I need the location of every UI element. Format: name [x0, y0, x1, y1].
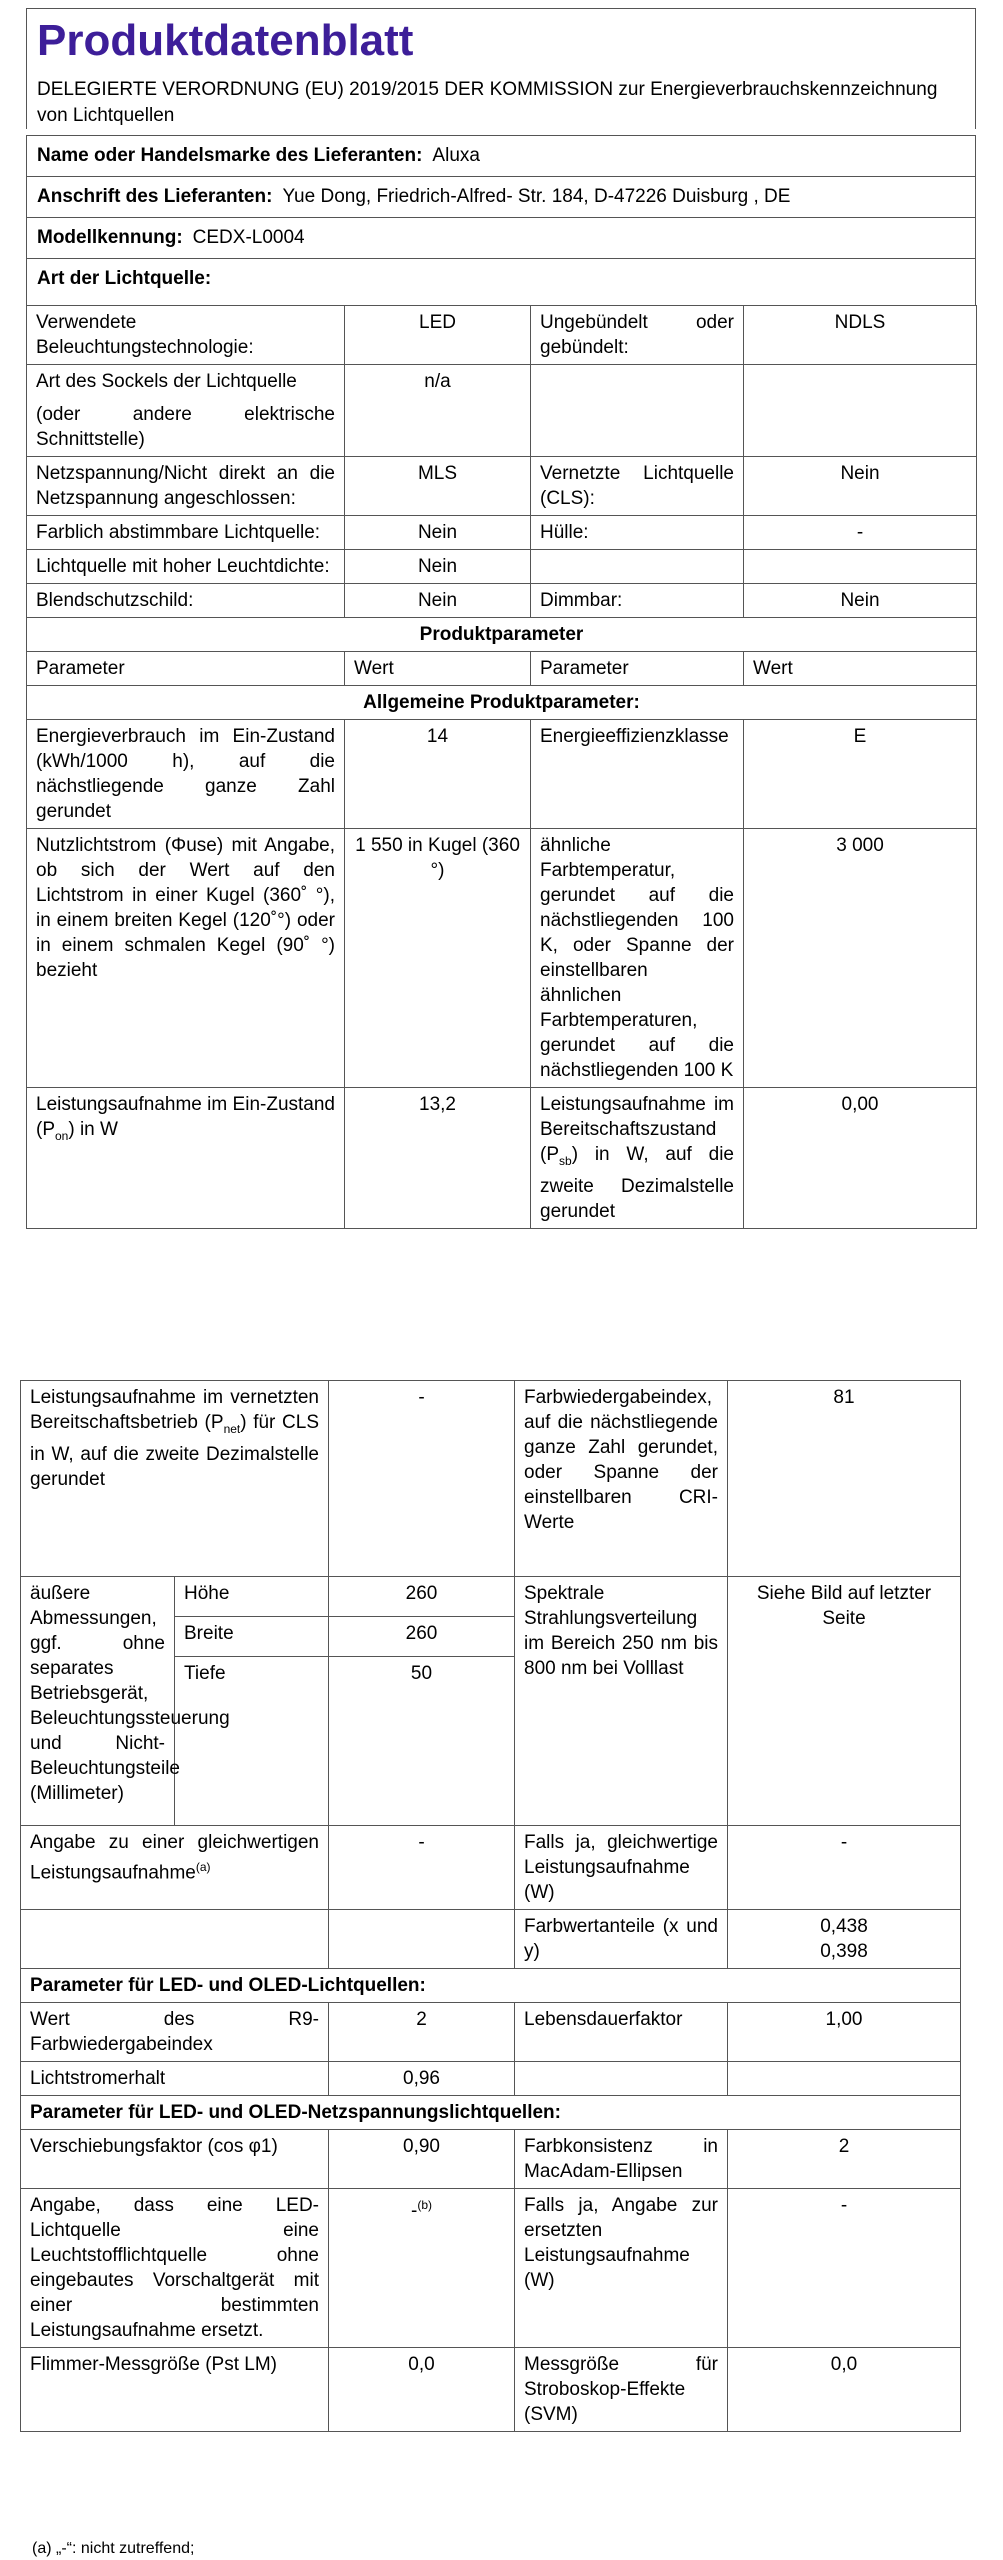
cell-value: 0,0	[329, 2348, 515, 2432]
cell-label: Farbkonsistenz in MacAdam-Ellipsen	[515, 2130, 728, 2189]
equiv-footnote-mark: (a)	[195, 1860, 211, 1874]
column-header: Wert	[345, 652, 531, 686]
cell-value: 0,00	[744, 1088, 977, 1229]
table-row	[27, 306, 977, 365]
page-title: Produktdatenblatt	[37, 16, 414, 65]
column-header-row	[27, 652, 977, 686]
cell-label	[531, 1088, 744, 1229]
table-row	[27, 1088, 977, 1229]
table-row	[27, 550, 977, 584]
cell-label: Hülle:	[531, 516, 744, 550]
cell-label: Angabe, dass eine LED-Lichtquelle eine Leuchtstofflichtquelle ohne eingebautes Vorschaltgerät mit einer bestimmten Leistungsaufnahme ersetzt.	[21, 2189, 329, 2348]
table-row	[21, 1910, 961, 1969]
section-header-row	[27, 686, 977, 720]
mains-parameters-heading: Parameter für LED- und OLED-Netzspannungslichtquellen:	[21, 2096, 961, 2130]
cell-value: 3 000	[744, 829, 977, 1088]
cell-value: -	[329, 1381, 515, 1577]
cell-label: Verwendete Beleuchtungstechnologie:	[27, 306, 345, 365]
cell-empty	[728, 2062, 961, 2096]
cell-label: Lebensdauerfaktor	[515, 2003, 728, 2062]
cell-label: Flimmer-Messgröße (Pst LM)	[21, 2348, 329, 2432]
cell-empty	[515, 2062, 728, 2096]
spd-label: Spektrale Strahlungsverteilung im Bereich 250 nm bis 800 nm bei Volllast	[515, 1577, 728, 1826]
cell-empty	[531, 550, 744, 584]
cell-value: MLS	[345, 457, 531, 516]
led-parameters-heading: Parameter für LED- und OLED-Lichtquellen:	[21, 1969, 961, 2003]
model-label: Modellkennung:	[37, 227, 183, 248]
model-value: CEDX-L0004	[192, 227, 305, 248]
supplier-row	[26, 135, 976, 176]
psb-subscript: sb	[559, 1153, 572, 1168]
section-header-row	[21, 2096, 961, 2130]
cell-value: -	[744, 516, 977, 550]
chroma-y-value: 0,398	[820, 1941, 868, 1962]
table-row	[27, 516, 977, 550]
light-source-table	[26, 305, 977, 1229]
dim-height-value: 260	[329, 1577, 515, 1617]
light-type-label: Art der Lichtquelle:	[37, 268, 212, 289]
cell-label: Farbwertanteile (x und y)	[515, 1910, 728, 1969]
cell-label: Nutzlichtstrom (Φuse) mit Angabe, ob sich der Wert auf den Lichtstrom in einer Kugel (360˚ °), in einem breiten Kegel (120˚°) oder in einem schmalen Kegel (90˚ °) bezieht	[27, 829, 345, 1088]
cell-label: Dimmbar:	[531, 584, 744, 618]
table-row	[21, 2062, 961, 2096]
table-row	[27, 365, 977, 457]
cell-value: Nein	[345, 550, 531, 584]
dim-depth-value: 50	[329, 1657, 515, 1826]
equiv-text: Angabe zu einer gleichwertigen Leistungsaufnahme	[30, 1832, 319, 1884]
cell-empty	[329, 1910, 515, 1969]
cell-value: 13,2	[345, 1088, 531, 1229]
parameters-table	[20, 1380, 961, 2432]
general-parameters-heading: Allgemeine Produktparameter:	[27, 686, 977, 720]
chroma-x-value: 0,438	[820, 1916, 868, 1937]
table-row	[27, 457, 977, 516]
pon-text-end: ) in W	[68, 1119, 118, 1140]
cell-label: ähnliche Farbtemperatur, gerundet auf die nächstliegenden 100 K, oder Spanne der einstellbaren ähnlichen Farbtemperaturen, gerundet auf die nächstliegenden 100 K	[531, 829, 744, 1088]
cell-value: Nein	[744, 457, 977, 516]
title-section	[26, 8, 976, 129]
cell-label	[21, 1381, 329, 1577]
dimensions-label: äußere Abmessungen, ggf. ohne separates Betriebsgerät, Beleuchtungssteuerung und Nicht-Beleuchtungsteile (Millimeter)	[21, 1577, 175, 1826]
cell-value: NDLS	[744, 306, 977, 365]
cell-label: Falls ja, gleichwertige Leistungsaufnahme (W)	[515, 1826, 728, 1910]
cell-label: Energieeffizienzklasse	[531, 720, 744, 829]
dim-height-label: Höhe	[175, 1577, 329, 1617]
column-header: Parameter	[27, 652, 345, 686]
cell-value: Nein	[345, 584, 531, 618]
cell-value: -	[728, 2189, 961, 2348]
footnote: (a) „-“: nicht zutreffend;	[32, 2540, 195, 2557]
spd-value: Siehe Bild auf letzter Seite	[728, 1577, 961, 1826]
cell-value: -	[728, 1826, 961, 1910]
cell-value	[728, 1910, 961, 1969]
supplier-value: Aluxa	[432, 145, 480, 166]
table-row	[21, 1381, 961, 1577]
cell-value: E	[744, 720, 977, 829]
cell-label	[27, 1088, 345, 1229]
cell-label: Falls ja, Angabe zur ersetzten Leistungsaufnahme (W)	[515, 2189, 728, 2348]
cell-label: Lichtquelle mit hoher Leuchtdichte:	[27, 550, 345, 584]
table-row	[27, 584, 977, 618]
column-header: Parameter	[531, 652, 744, 686]
cell-value: -	[329, 1826, 515, 1910]
table-row	[21, 2003, 961, 2062]
cell-value: 14	[345, 720, 531, 829]
cell-value: 2	[329, 2003, 515, 2062]
address-value: Yue Dong, Friedrich-Alfred- Str. 184, D-47226 Duisburg , DE	[282, 186, 791, 207]
cell-label: Lichtstromerhalt	[21, 2062, 329, 2096]
pnet-subscript: net	[223, 1421, 241, 1436]
supplier-label: Name oder Handelsmarke des Lieferanten:	[37, 145, 423, 166]
cell-value: LED	[345, 306, 531, 365]
cell-label	[27, 365, 345, 457]
cell-label: Messgröße für Stroboskop-Effekte (SVM)	[515, 2348, 728, 2432]
table-row	[21, 1826, 961, 1910]
cell-value: 81	[728, 1381, 961, 1577]
table-row	[21, 2348, 961, 2432]
cell-value: 2	[728, 2130, 961, 2189]
cell-value: 1 550 in Kugel (360 °)	[345, 829, 531, 1088]
table-row	[21, 1577, 961, 1617]
cell-value: 0,90	[329, 2130, 515, 2189]
cell-value	[329, 2189, 515, 2348]
replace-footnote-mark: (b)	[417, 2198, 432, 2212]
pnet-text: Leistungsaufnahme im vernetzten Bereitschaftsbetrieb (P	[30, 1387, 319, 1433]
regulation-subtitle: DELEGIERTE VERORDNUNG (EU) 2019/2015 DER KOMMISSION zur Energieverbrauchskennzeichnung von Lichtquellen	[37, 79, 938, 126]
cell-empty	[744, 550, 977, 584]
cell-value: Nein	[345, 516, 531, 550]
column-header: Wert	[744, 652, 977, 686]
table-row	[27, 720, 977, 829]
pnet-text-end: ) für CLS in W, auf die zweite Dezimalstelle gerundet	[30, 1412, 319, 1490]
address-label: Anschrift des Lieferanten:	[37, 186, 273, 207]
cell-label: Wert des R9-Farbwiedergabeindex	[21, 2003, 329, 2062]
cell-value: 0,0	[728, 2348, 961, 2432]
product-parameters-heading: Produktparameter	[27, 618, 977, 652]
cell-label: Blendschutzschild:	[27, 584, 345, 618]
cell-empty	[744, 365, 977, 457]
psb-text: Leistungsaufnahme im Bereitschaftszustand (P	[540, 1094, 734, 1165]
cell-label: Energieverbrauch im Ein-Zustand (kWh/1000 h), auf die nächstliegende ganze Zahl gerundet	[27, 720, 345, 829]
cell-value: Nein	[744, 584, 977, 618]
datasheet-page	[26, 8, 976, 1229]
cell-value: n/a	[345, 365, 531, 457]
cell-label: Ungebündelt oder gebündelt:	[531, 306, 744, 365]
table-row	[27, 829, 977, 1088]
cell-empty	[531, 365, 744, 457]
cell-label: Farbwiedergabeindex, auf die nächstliegende ganze Zahl gerundet, oder Spanne der einstellbaren CRI-Werte	[515, 1381, 728, 1577]
model-row	[26, 217, 976, 258]
cell-label: Netzspannung/Nicht direkt an die Netzspannung angeschlossen:	[27, 457, 345, 516]
cell-value: 1,00	[728, 2003, 961, 2062]
table-row	[21, 2130, 961, 2189]
pon-subscript: on	[55, 1128, 69, 1143]
table-row	[21, 2189, 961, 2348]
cell-label	[21, 1826, 329, 1910]
cell-label: Farblich abstimmbare Lichtquelle:	[27, 516, 345, 550]
dim-width-value: 260	[329, 1617, 515, 1657]
address-row	[26, 176, 976, 217]
datasheet-table-continued	[20, 1380, 960, 2432]
cell-empty	[21, 1910, 329, 1969]
pon-text: Leistungsaufnahme im Ein-Zustand (P	[36, 1094, 335, 1140]
cell-value: 0,96	[329, 2062, 515, 2096]
dim-width-label: Breite	[175, 1617, 329, 1657]
psb-text-end: ) in W, auf die zweite Dezimalstelle gerundet	[540, 1144, 734, 1222]
cell-label: Vernetzte Lichtquelle (CLS):	[531, 457, 744, 516]
light-type-row	[26, 258, 976, 305]
cell-label: Verschiebungsfaktor (cos φ1)	[21, 2130, 329, 2189]
section-header-row	[21, 1969, 961, 2003]
dim-depth-label: Tiefe	[175, 1657, 329, 1826]
socket-label: Art des Sockels der Lichtquelle	[36, 371, 297, 392]
socket-label-note: (oder andere elektrische Schnittstelle)	[36, 404, 335, 450]
replace-value: -	[411, 2200, 418, 2222]
section-header-row	[27, 618, 977, 652]
